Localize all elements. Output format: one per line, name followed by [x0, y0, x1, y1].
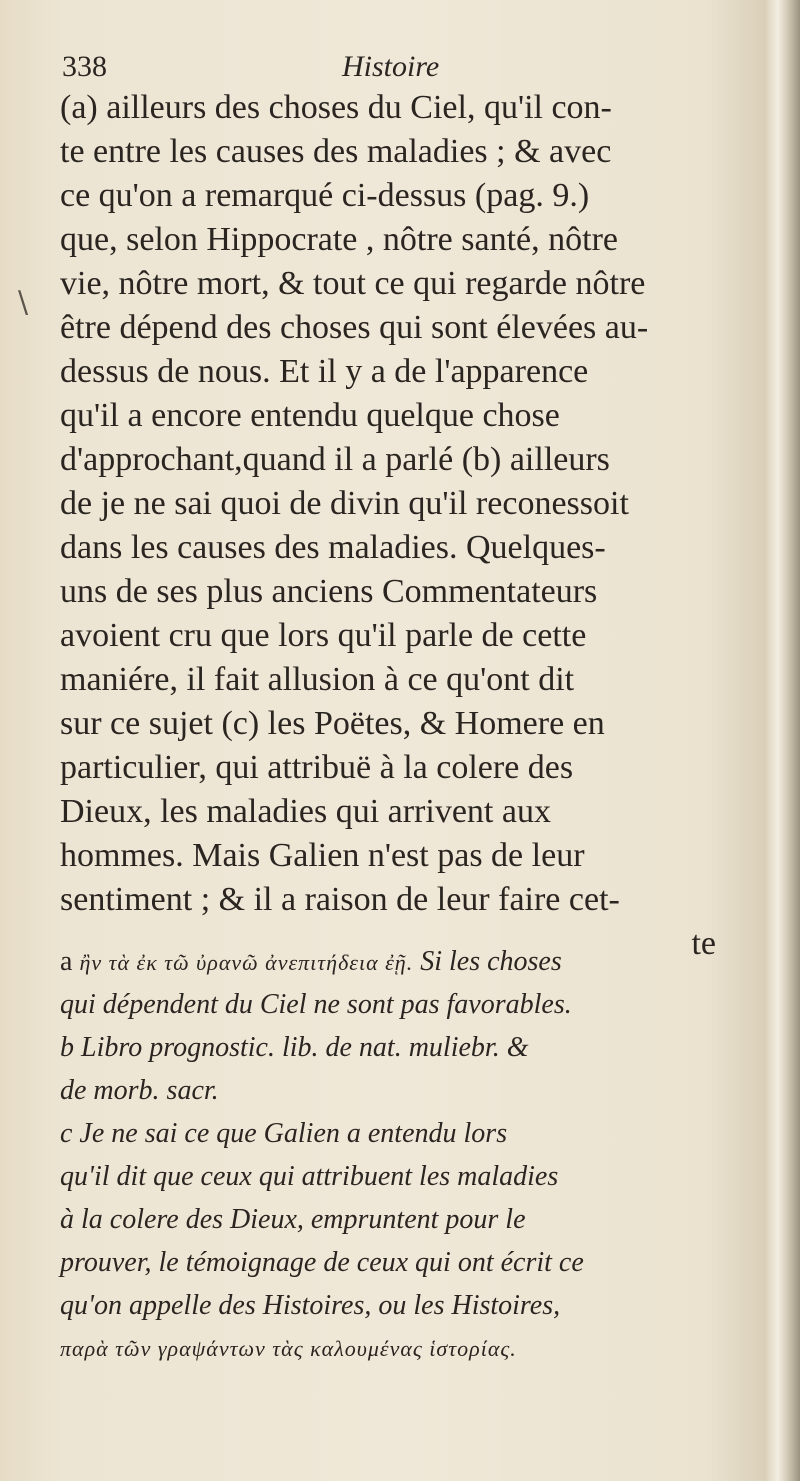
text-line: être dépend des choses qui sont élevées au-	[60, 309, 649, 346]
footnote-line: c Je ne sai ce que Galien a entendu lors	[60, 1118, 508, 1149]
footnote-line	[60, 940, 740, 983]
text-line: hommes. Mais Galien n'est pas de leur	[60, 837, 585, 874]
text-line: sur ce sujet (c) les Poëtes, & Homere en	[60, 705, 605, 742]
text-line: maniére, il fait allusion à ce qu'ont dit	[60, 661, 575, 698]
footnote-line: qu'on appelle des Histoires, ou les Histoires,	[60, 1290, 561, 1321]
text-line: avoient cru que lors qu'il parle de cette	[60, 617, 587, 654]
running-title: Histoire	[342, 50, 440, 83]
text-line: dessus de nous. Et il y a de l'apparence	[60, 353, 589, 390]
footnote-line: prouver, le témoignage de ceux qui ont écrit ce	[60, 1247, 584, 1278]
footnote-line: b Libro prognostic. lib. de nat. muliebr. &	[60, 1032, 529, 1063]
text-line: qu'il a encore entendu quelque chose	[60, 397, 560, 434]
catchword: te	[691, 925, 716, 962]
running-head	[62, 50, 722, 90]
footnotes	[60, 940, 740, 1370]
body-text	[60, 86, 736, 966]
footnote-line: qu'il dit que ceux qui attribuent les maladies	[60, 1161, 559, 1192]
text-line: de je ne sai quoi de divin qu'il reconessoit	[60, 485, 629, 522]
page-number: 338	[62, 50, 107, 83]
text-line: que, selon Hippocrate , nôtre santé, nôtre	[60, 221, 618, 258]
text-line: particulier, qui attribuë à la colere des	[60, 749, 574, 786]
text-line: te entre les causes des maladies ; & avec	[60, 133, 612, 170]
text-line: uns de ses plus anciens Commentateurs	[60, 573, 598, 610]
footnote-text: Si les choses	[420, 946, 562, 977]
text-line: Dieux, les maladies qui arrivent aux	[60, 793, 551, 830]
text-line: d'approchant,quand il a parlé (b) ailleurs	[60, 441, 610, 478]
footnote-line: à la colere des Dieux, empruntent pour le	[60, 1204, 526, 1235]
page-edge	[766, 0, 800, 1481]
greek-quote: παρὰ τῶν γραψάντων τὰς καλουμένας ἱστορίας.	[60, 1336, 517, 1361]
text-line: vie, nôtre mort, & tout ce qui regarde nôtre	[60, 265, 646, 302]
footnote-line: qui dépendent du Ciel ne sont pas favorables.	[60, 989, 572, 1020]
text-line: dans les causes des maladies. Quelques-	[60, 529, 606, 566]
text-line: sentiment ; & il a raison de leur faire cet-	[60, 881, 620, 918]
footnote-line: de morb. sacr.	[60, 1075, 219, 1106]
text-line: (a) ailleurs des choses du Ciel, qu'il con-	[60, 89, 612, 126]
greek-quote: ἢν τὰ ἐκ τῶ ὐρανῶ ἀνεπιτήδεια ἐῇ.	[79, 950, 414, 975]
margin-mark: \	[18, 285, 29, 320]
text-line: ce qu'on a remarqué ci-dessus (pag. 9.)	[60, 177, 590, 214]
footnote-marker: a	[60, 946, 73, 977]
